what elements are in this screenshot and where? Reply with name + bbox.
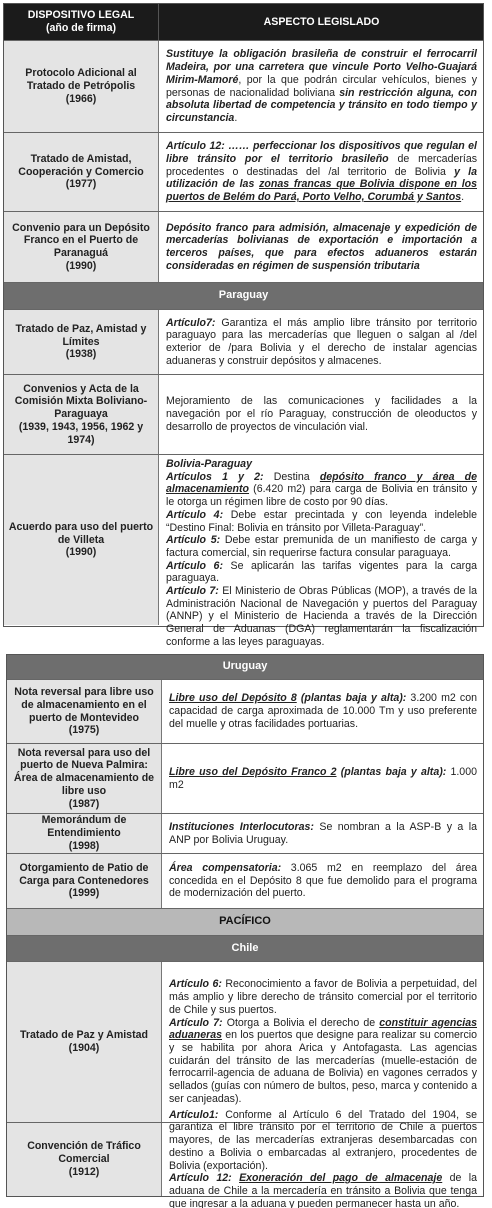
text-segment: El Ministerio de Obras Públicas (MOP), a través de la Administración Nacional de Navegación y puertos del Paraguay (ANNP) y el Ministerio de Hacienda a través de la Dirección General de Aduanas (DGA) reglamentarán la fiscalización conforme a las leyes paraguayas. — [166, 585, 477, 648]
emphasis-text: y la utilización de las — [166, 165, 478, 191]
highlighted-term: depósito franco y área de almacenamiento — [166, 470, 477, 496]
row-aspect — [162, 814, 483, 853]
table-row — [4, 375, 483, 455]
emphasis-text: Artículo7: — [166, 316, 216, 329]
device-name: Tratado de Paz, Amistad y Límites — [15, 322, 147, 348]
text-segment: Mejoramiento de las comunicaciones y facilidades a la navegación por el río Paraguay, construcción de oleoductos y desarrollo de proyectos de vinculación vial. — [166, 395, 477, 433]
text-segment: , por la que podrán circular vehículos, bienes y personas de nacionalidad boliviana — [166, 73, 477, 99]
emphasis-text: Artículo 7: — [166, 585, 219, 598]
emphasis-text: Artículo1: — [169, 1108, 219, 1121]
row-device — [7, 814, 162, 853]
device-name: Tratado de Amistad, Cooperación y Comercio — [18, 152, 144, 178]
aspect-text — [169, 821, 477, 846]
section-paraguay — [4, 283, 483, 310]
device-year: (1904) — [68, 1042, 100, 1054]
table-row — [4, 212, 483, 283]
text-segment: Garantiza el más amplio libre tránsito por territorio paraguayo para las mercaderías que lleguen o salgan al /del exterior de /para Bolivia y el derecho de instalar agencias aduaneras y construir depósitos y almacenes. — [166, 316, 477, 367]
emphasis-text: Bolivia-Paraguay — [166, 458, 252, 470]
device-name: Acuerdo para uso del puerto de Villeta — [8, 520, 154, 546]
text-segment: Se nombran a la ASP-B y a la ANP por Bolivia Uruguay. — [169, 820, 478, 846]
text-segment: 3.065 m2 en reemplazo del área concedida en el Depósito 8 que fue demolido para el programa de modernización del puerto. — [169, 861, 477, 900]
aspect-text — [166, 458, 477, 649]
text-segment: . — [234, 111, 238, 124]
row-device — [4, 455, 159, 625]
text-segment: Conforme al Artículo 6 del Tratado del 1904, se garantiza el libre tránsito por el territorio de Chile a puertos mayores, de las mercaderías extranjeras desembarcadas con destino a Bolivia o embarcadas al extranjero, procedentes de Bolivia (exportación). — [169, 1108, 477, 1172]
row-device — [4, 212, 159, 282]
aspect-text — [169, 1109, 477, 1208]
device-name: Nota reversal para uso del puerto de Nueva Palmira: Área de almacenamiento de libre uso — [13, 746, 155, 797]
emphasis-text: Artículo 6: — [166, 559, 223, 572]
table-row — [4, 41, 483, 133]
text-segment: Debe estar premunida de un manifiesto de carga y factura comercial, sin requerirse factura consular paraguaya. — [166, 534, 477, 559]
emphasis-text: Instituciones Interlocutoras: — [169, 820, 314, 833]
device-name: Otorgamiento de Patio de Carga para Contenedores — [19, 861, 149, 887]
row-device — [7, 1123, 162, 1196]
emphasis-text: Área compensatoria: — [169, 861, 282, 874]
header-col-device: DISPOSITIVO LEGAL (año de firma) — [4, 4, 159, 40]
article-paragraph — [166, 458, 477, 471]
section-label: Uruguay — [222, 660, 268, 673]
row-aspect — [162, 680, 483, 743]
highlighted-term: zonas francas que Bolivia dispone en los puertos de Belém do Pará, Porto Velho, Corumbá y Santos — [166, 178, 477, 204]
device-year: (1990) — [65, 259, 97, 272]
row-device — [4, 310, 159, 374]
row-aspect — [162, 1108, 483, 1208]
text-segment: en los puertos que designe para realizar su comercio y se habilita por ahora Arica y Antofagasta. Las agencias cuidarán del tránsito de las mercaderías (muelle-estación de ferrocarril-agencia de aduana de Bolivia) en vagones cerrados y sellados (guías con número de bultos, peso, marca y contenido a ser canjeadas). — [169, 1029, 477, 1105]
text-segment: . — [461, 191, 465, 204]
device-name: Convenios y Acta de la Comisión Mixta Boliviano-Paraguaya — [14, 382, 148, 421]
aspect-text — [166, 48, 477, 124]
table-row — [7, 962, 483, 1123]
aspect-text — [166, 395, 477, 433]
emphasis-text: Sustituye la obligación brasileña de construir el ferrocarril Madeira, por una carretera que vincule Porto Velho-Guajará Mirim-Mamoré — [166, 48, 477, 86]
row-aspect — [159, 41, 483, 132]
text-segment: Debe estar precintada y con leyenda indeleble “Destino Final: Bolivia en tránsito por Villeta-Paraguay”. — [166, 508, 477, 534]
row-aspect — [159, 455, 483, 648]
emphasis-text: Artículo 12: — [169, 1172, 232, 1185]
aspect-text — [169, 862, 477, 900]
row-device — [4, 375, 159, 454]
device-name: Memorándum de Entendimiento — [41, 814, 127, 840]
emphasis-text: (plantas baja y alta): — [296, 692, 407, 705]
text-segment: Otorga a Bolivia el derecho de — [222, 1016, 380, 1029]
row-device — [4, 41, 159, 132]
device-year: (1912) — [68, 1165, 100, 1178]
highlighted-term: Libre uso del Depósito Franco 2 — [169, 765, 337, 778]
device-year: (1999) — [68, 887, 100, 900]
text-segment: Se aplicarán las tarifas vigentes para la carga paraguaya. — [166, 559, 477, 585]
text-segment: de mercaderías procedentes o destinadas del /al territorio de Bolivia — [166, 152, 478, 178]
device-name: Protocolo Adicional al Tratado de Petrópolis — [25, 67, 137, 93]
row-aspect — [162, 854, 483, 908]
row-aspect — [159, 212, 483, 282]
article-paragraph — [166, 585, 477, 649]
text-segment: 1.000 m2 — [169, 765, 477, 791]
text-segment — [232, 1172, 239, 1184]
article-paragraph — [169, 1017, 477, 1106]
row-aspect — [159, 375, 483, 454]
device-year: (1990) — [65, 546, 97, 559]
header-col-aspect — [159, 4, 483, 40]
emphasis-text: Artículo 12: …… perfeccionar los dispositivos que regulan el libre tránsito por el territorio brasileño — [166, 140, 477, 165]
aspect-text — [166, 140, 477, 204]
text-segment: Destina — [263, 470, 320, 483]
aspect-text — [169, 766, 477, 791]
text-segment: (6.420 m2) para carga de Bolivia en tránsito y le otorga un régimen libre de costo por 90 días. — [166, 483, 477, 509]
table-row — [7, 1108, 483, 1208]
table-row — [4, 455, 483, 648]
emphasis-text: Artículos 1 y 2: — [166, 470, 264, 483]
section-uruguay — [7, 655, 483, 680]
row-device — [7, 962, 162, 1122]
emphasis-text: (plantas baja y alta): — [336, 765, 447, 778]
highlighted-term: Libre uso del Depósito 8 — [169, 692, 297, 705]
text-segment: de la aduana de Chile a la mercadería en tránsito a Bolivia que tenga que ingresar a la aduana y pueden permanecer hasta un año. — [169, 1172, 477, 1208]
article-paragraph — [169, 1109, 477, 1173]
article-paragraph — [169, 978, 477, 1016]
table-row — [7, 744, 483, 814]
row-aspect — [162, 962, 483, 1122]
device-year: (1939, 1943, 1956, 1962 y 1974) — [18, 420, 144, 446]
device-year: (1975) — [68, 724, 100, 737]
table-row — [4, 310, 483, 375]
section-label: Paraguay — [218, 289, 269, 302]
section-label: PACÍFICO — [219, 915, 271, 928]
table-row — [7, 854, 483, 909]
aspect-text — [166, 317, 477, 368]
article-paragraph — [166, 509, 477, 534]
device-name: Convención de Tráfico Comercial — [27, 1140, 141, 1166]
table-row — [7, 814, 483, 854]
table-header — [4, 4, 483, 41]
text-segment: 3.200 m2 con capacidad de carga aproximada de 10.000 Tm y uso preferente del muelle y otras facilidades portuarias. — [169, 692, 477, 730]
device-year: (1938) — [65, 348, 97, 361]
device-year: (1966) — [65, 92, 97, 105]
device-name: Convenio para un Depósito Franco en el Puerto de Paranaguá — [12, 221, 150, 259]
device-year: (1987) — [68, 797, 100, 810]
table-row — [7, 680, 483, 744]
emphasis-text: Artículo 6: — [169, 978, 222, 991]
section-label: Chile — [231, 941, 259, 954]
emphasis-text: Artículo 5: — [166, 534, 221, 547]
legal-table-pacific — [6, 654, 484, 1208]
section-pacifico — [7, 909, 483, 936]
text-segment: Reconocimiento a favor de Bolivia a perpetuidad, del más amplio y libre derecho de tránsito comercial por el territorio de Chile y sus puertos. — [169, 978, 478, 1016]
row-device — [7, 744, 162, 813]
device-year: (1998) — [68, 839, 100, 852]
row-aspect — [162, 744, 483, 813]
row-aspect — [159, 133, 483, 211]
row-device — [4, 133, 159, 211]
article-paragraph — [166, 534, 477, 559]
row-aspect — [159, 310, 483, 374]
row-device — [7, 680, 162, 743]
emphasis-text: Artículo 4: — [166, 508, 224, 521]
aspect-text — [166, 222, 477, 273]
device-name: Tratado de Paz y Amistad — [20, 1029, 148, 1042]
article-paragraph — [169, 1172, 477, 1208]
emphasis-text: Depósito franco para admisión, almacenaje y expedición de mercaderías bolivianas de exportación e importación a terceros países, que para efectos aduaneros estarán consideradas en régimen de suspensión tributaria — [166, 221, 477, 272]
article-paragraph — [166, 471, 477, 509]
emphasis-text: sin restricción alguna, con absoluta libertad de competencia y tránsito en todo tiempo y circunstancia — [166, 86, 477, 124]
aspect-text — [169, 978, 477, 1105]
row-device — [7, 854, 162, 908]
highlighted-term: Exoneración del pago de almacenaje — [239, 1172, 443, 1185]
device-year: (1977) — [65, 178, 97, 191]
article-paragraph — [166, 560, 477, 585]
device-name: Nota reversal para libre uso de almacenamiento en el puerto de Montevideo — [14, 686, 154, 724]
emphasis-text: Artículo 7: — [169, 1016, 223, 1029]
table-row — [4, 133, 483, 212]
section-chile — [7, 936, 483, 962]
header-col-aspect-label: ASPECTO LEGISLADO — [263, 15, 380, 28]
legal-table-atlantic — [3, 3, 484, 648]
aspect-text — [169, 692, 477, 730]
highlighted-term: constituir agencias aduaneras — [169, 1016, 477, 1042]
